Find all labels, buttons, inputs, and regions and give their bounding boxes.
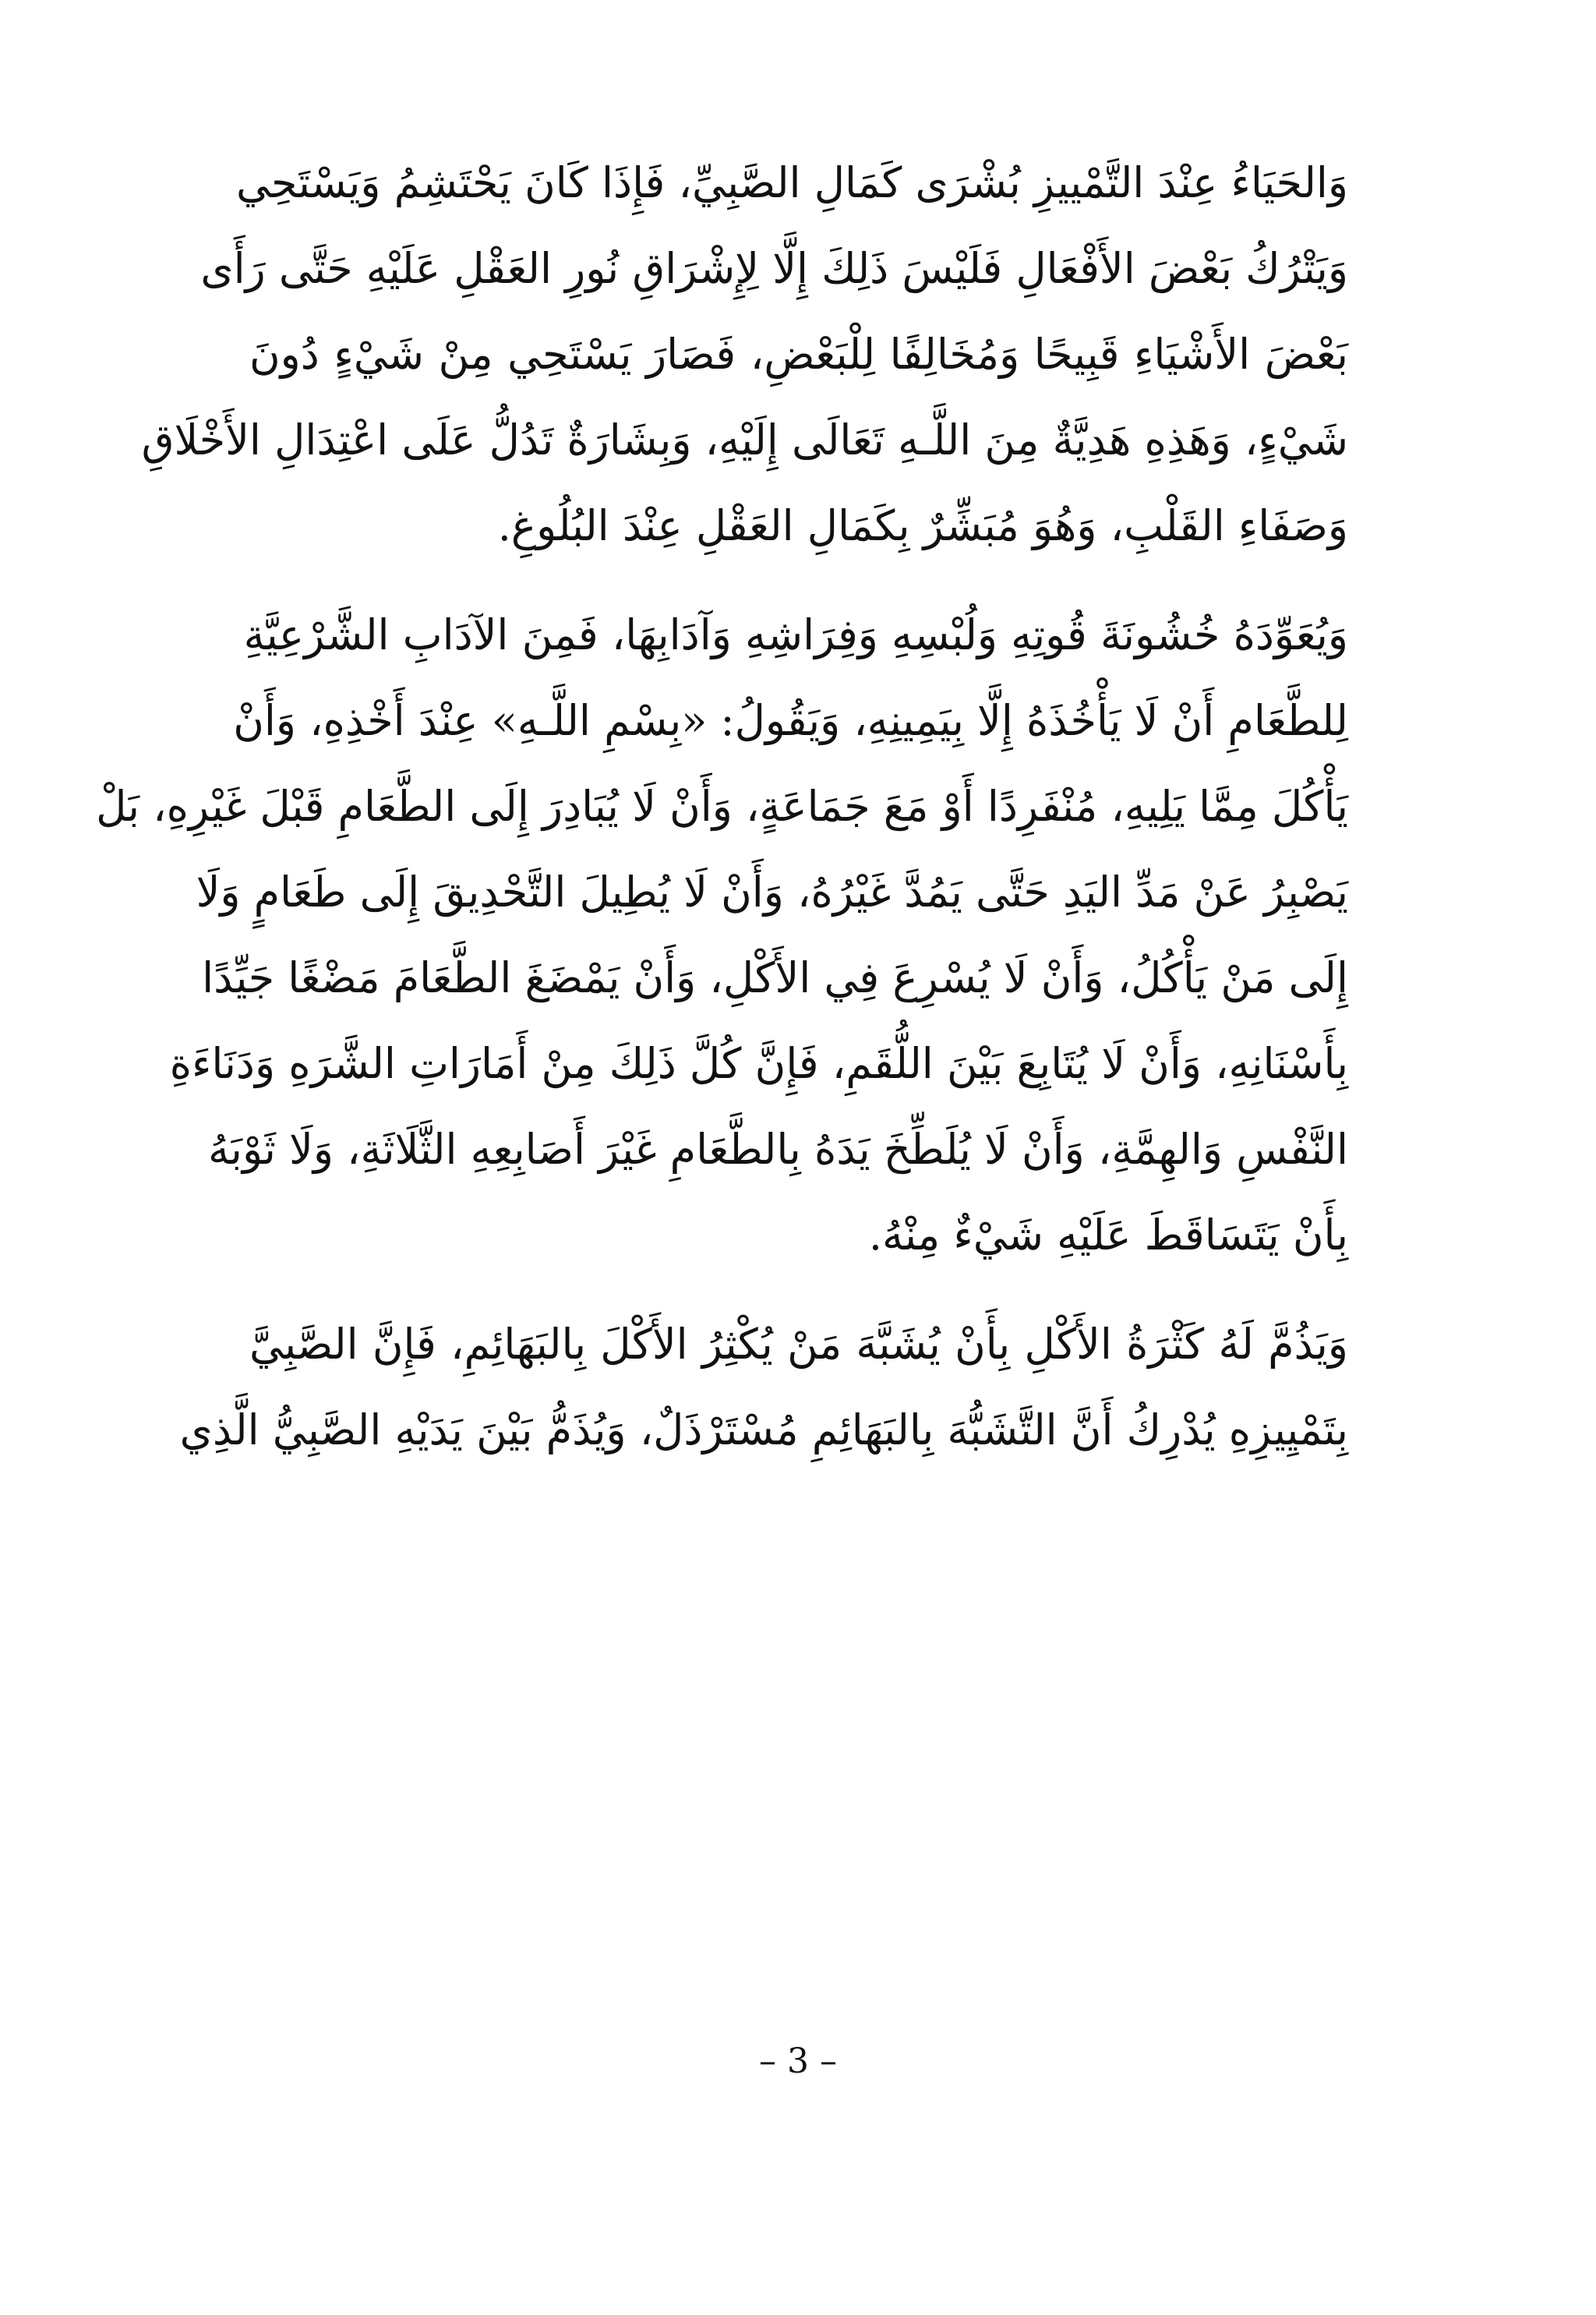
paragraph-2-line-8: بِأَنْ يَتَسَاقَطَ عَلَيْهِ شَيْءٌ مِنْهُ. xyxy=(868,1211,1348,1260)
paragraph-2-line-5: إِلَى مَنْ يَأْكُلُ، وَأَنْ لَا يُسْرِعَ فِي الأَكْلِ، وَأَنْ يَمْضَغَ الطَّعَامَ مَضْغًا جَيِّدًا xyxy=(202,953,1348,1002)
page-number: – 3 – xyxy=(759,2041,837,2081)
paragraph-2-line-4: يَصْبِرُ عَنْ مَدِّ اليَدِ حَتَّى يَمُدَّ غَيْرُهُ، وَأَنْ لَا يُطِيلَ التَّحْدِيقَ إِلَى طَعَامٍ وَلَا xyxy=(196,868,1348,917)
paragraph-2-line-6: بِأَسْنَانِهِ، وَأَنْ لَا يُتَابِعَ بَيْنَ اللُّقَمِ، فَإِنَّ كُلَّ ذَلِكَ مِنْ أَمَارَاتِ الشَّرَهِ وَدَنَاءَةِ xyxy=(169,1039,1348,1088)
paragraph-1-line-3: بَعْضَ الأَشْيَاءِ قَبِيحًا وَمُخَالِفًا لِلْبَعْضِ، فَصَارَ يَسْتَحِي مِنْ شَيْءٍ دُونَ xyxy=(249,330,1348,379)
paragraph-3-line-2: بِتَمْيِيزِهِ يُدْرِكُ أَنَّ التَّشَبُّهَ بِالبَهَائِمِ مُسْتَرْذَلٌ، وَيُذَمُّ بَيْنَ يَدَيْهِ الصَّبِيُّ الَّذِي xyxy=(179,1405,1348,1454)
paragraph-2-line-1: وَيُعَوِّدَهُ خُشُونَةَ قُوتِهِ وَلُبْسِهِ وَفِرَاشِهِ وَآدَابِهَا، فَمِنَ الآدَابِ الشَّرْعِيَّةِ xyxy=(243,610,1348,659)
paragraph-2-line-3: يَأْكُلَ مِمَّا يَلِيهِ، مُنْفَرِدًا أَوْ مَعَ جَمَاعَةٍ، وَأَنْ لَا يُبَادِرَ إِلَى الطَّعَامِ قَبْلَ غَيْرِهِ، بَلْ xyxy=(96,782,1348,831)
paragraph-2-line-7: النَّفْسِ وَالهِمَّةِ، وَأَنْ لَا يُلَطِّخَ يَدَهُ بِالطَّعَامِ غَيْرَ أَصَابِعِهِ الثَّلَاثَةِ، وَلَا ثَوْبَهُ xyxy=(207,1125,1348,1174)
paragraph-1-line-1: وَالحَيَاءُ عِنْدَ التَّمْييزِ بُشْرَى كَمَالِ الصَّبِيِّ، فَإِذَا كَانَ يَحْتَشِمُ وَيَسْتَحِي xyxy=(236,158,1348,207)
paragraph-2-line-2: لِلطَّعَامِ أَنْ لَا يَأْخُذَهُ إِلَّا بِيَمِينِهِ، وَيَقُولُ: «بِسْمِ اللَّـهِ» عِنْدَ أَخْذِهِ، وَأَنْ xyxy=(233,696,1348,745)
paragraph-3-line-1: وَيَذُمَّ لَهُ كَثْرَةُ الأَكْلِ بِأَنْ يُشَبَّهَ مَنْ يُكْثِرُ الأَكْلَ بِالبَهَائِمِ، فَإِنَّ الصَّبِيَّ xyxy=(249,1320,1348,1369)
paragraph-1-line-4: شَيْءٍ، وَهَذِهِ هَدِيَّةٌ مِنَ اللَّـهِ تَعَالَى إِلَيْهِ، وَبِشَارَةٌ تَدُلُّ عَلَى اعْتِدَالِ الأَخْلَاقِ xyxy=(141,415,1348,465)
paragraph-1-line-2: وَيَتْرُكُ بَعْضَ الأَفْعَالِ فَلَيْسَ ذَلِكَ إِلَّا لِإِشْرَاقِ نُورِ العَقْلِ عَلَيْهِ حَتَّى رَأَى xyxy=(200,244,1348,293)
paragraph-1-line-5: وَصَفَاءِ القَلْبِ، وَهُوَ مُبَشِّرٌ بِكَمَالِ العَقْلِ عِنْدَ البُلُوغِ. xyxy=(497,501,1348,550)
